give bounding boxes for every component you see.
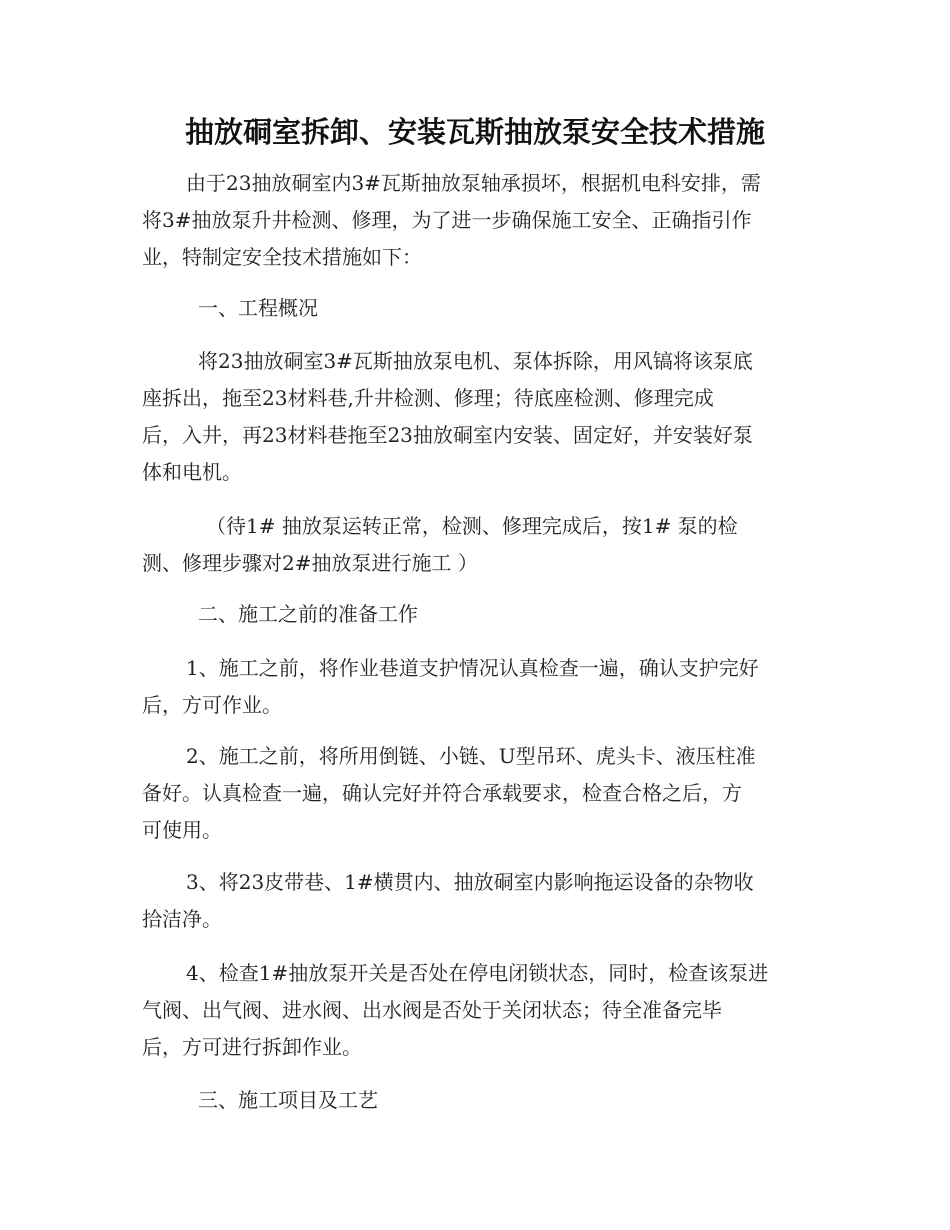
document-title: 抽放硐室拆卸、安装瓦斯抽放泵安全技术措施 xyxy=(184,115,765,149)
paragraph-line: 测、修理步骤对2#抽放泵进行施工 ） xyxy=(142,551,478,575)
section-heading-3 xyxy=(142,1082,810,1119)
paragraph-line: 可使用。 xyxy=(142,818,222,842)
paragraph-line: 4、检查1#抽放泵开关是否处在停电闭锁状态，同时，检查该泵进 xyxy=(186,961,769,985)
paragraph-line: 后，方可作业。 xyxy=(142,693,282,717)
section-heading-1 xyxy=(142,290,810,327)
paragraph-line: 1、施工之前，将作业巷道支护情况认真检查一遍，确认支护完好 xyxy=(186,656,759,680)
paragraph-line: 2、施工之前，将所用倒链、小链、U型吊环、虎头卡、液压柱准 xyxy=(186,744,756,768)
section-heading: 一、工程概况 xyxy=(198,296,318,320)
paragraph-line: 座拆出，拖至23材料巷,升井检测、修理；待底座检测、修理完成 xyxy=(142,386,714,410)
section-heading: 二、施工之前的准备工作 xyxy=(198,602,418,626)
section-heading: 三、施工项目及工艺 xyxy=(198,1088,378,1112)
paragraph-line: 由于23抽放硐室内3#瓦斯抽放泵轴承损坏，根据机电科安排，需 xyxy=(186,171,761,195)
intro-paragraph xyxy=(142,165,810,276)
project-overview-paragraph xyxy=(142,343,810,491)
prep-item-4 xyxy=(142,955,810,1066)
paragraph-line: 将3#抽放泵升井检测、修理，为了进一步确保施工安全、正确指引作 xyxy=(142,208,752,232)
paragraph-line: 拾洁净。 xyxy=(142,907,222,931)
note-paragraph xyxy=(142,508,810,582)
section-heading-2 xyxy=(142,596,810,633)
paragraph-line: 备好。认真检查一遍，确认完好并符合承载要求，检查合格之后，方 xyxy=(142,781,742,805)
paragraph-line: 后，方可进行拆卸作业。 xyxy=(142,1035,362,1059)
paragraph-line: 将23抽放硐室3#瓦斯抽放泵电机、泵体拆除，用风镐将该泵底 xyxy=(198,349,753,373)
paragraph-line: 3、将23皮带巷、1#横贯内、抽放硐室内影响拖运设备的杂物收 xyxy=(186,870,754,894)
paragraph-line: 业，特制定安全技术措施如下： xyxy=(142,245,422,269)
paragraph-line: 后，入井，再23材料巷拖至23抽放硐室内安装、固定好，并安装好泵 xyxy=(142,423,753,447)
prep-item-2 xyxy=(142,738,810,849)
prep-item-1 xyxy=(142,650,810,724)
paragraph-line: 体和电机。 xyxy=(142,460,242,484)
prep-item-3 xyxy=(142,864,810,938)
paragraph-line: 气阀、出气阀、进水阀、出水阀是否处于关闭状态；待全准备完毕 xyxy=(142,998,722,1022)
paragraph-line: （待1# 抽放泵运转正常，检测、修理完成后，按1# 泵的检 xyxy=(206,514,738,538)
